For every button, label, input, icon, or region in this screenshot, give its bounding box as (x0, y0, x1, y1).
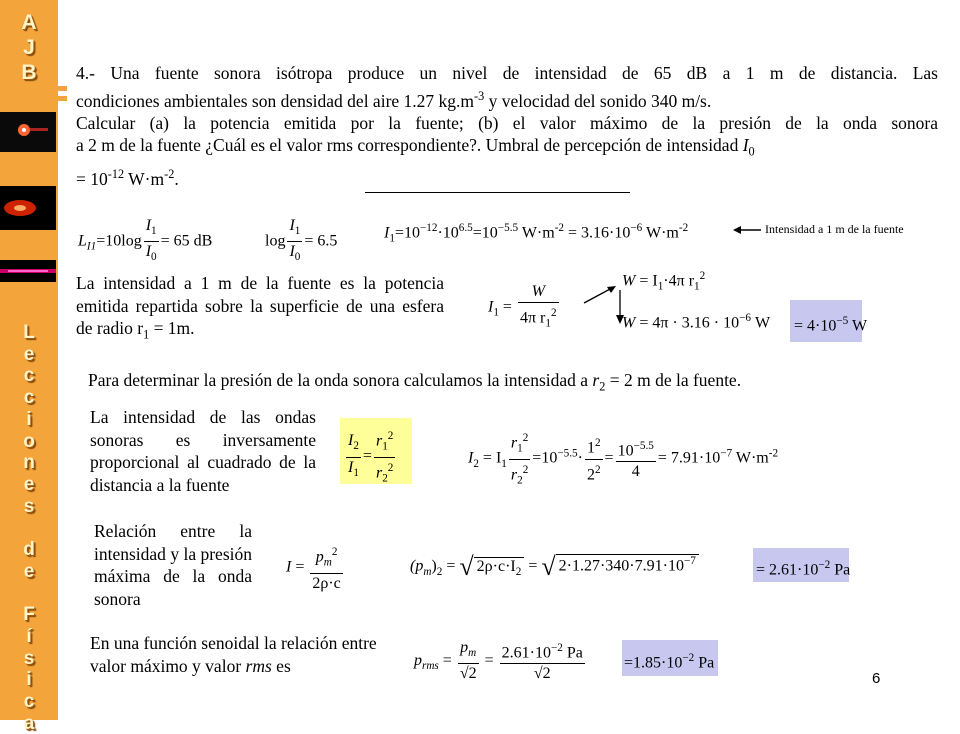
pressure-intro: Para determinar la presión de la onda sonora calculamos la intensidad a $r_2 = 2$ m de la fuente. (88, 370, 742, 394)
sidebar-letter: o (23, 430, 35, 452)
sidebar-letter (0, 582, 58, 604)
sidebar-letter: F (23, 604, 35, 626)
sidebar-letter: e (23, 560, 35, 582)
divider (365, 192, 630, 193)
power-explanation: La intensidad a 1 m de la fuente es la potencia emitida repartida sobre la superficie de una esfera de radio $r_1 = 1m$. (76, 273, 444, 342)
equation-intensity-pressure: I = $\frac{p_m^2}{2\rho\cdot c}$ (286, 542, 345, 594)
sidebar-letter: a (23, 712, 35, 734)
equation-intensity-level: $L_{I1}=10\log$ $\frac{I_1}{I_0}$ = 65 dB (78, 217, 213, 264)
sidebar-letter: c (23, 387, 35, 409)
equation-intensity-value: $I_1=10^{-12}\cdot 10^{6.5}=10^{-5.5}$ $W\cdot m^{-2} = 3.16\cdot 10^{-6}$ $W\cdot m^{-2}$ (384, 222, 689, 245)
sidebar-letter: B (21, 61, 37, 84)
sidebar-letter: e (23, 343, 35, 365)
equation-intensity-power: $I_1$ = $\frac{W}{4\pi r_1^2}$ (488, 283, 557, 330)
equation-log-ratio: log $\frac{I_1}{I_0}$ = 6.5 (265, 217, 338, 264)
sidebar-photo-laser (0, 112, 56, 152)
pressure-relation-explanation: Relación entre la intensidad y la presión máxima de la onda sonora (94, 521, 252, 609)
problem-line: Calcular (a) la potencia emitida por la fuente; (b) el valor máximo de la presión de la onda sonora (76, 112, 938, 133)
sidebar-letter: s (23, 647, 35, 669)
sidebar-letter: s (23, 495, 35, 517)
arrow-icon (582, 283, 618, 305)
sidebar-letter: n (23, 452, 35, 474)
sidebar-notch (58, 86, 67, 91)
equation-max-pressure: $(p_m)_2$ = √ $2\rho\cdot c\cdot I_2$ = √ $2\cdot 1.27\cdot 340\cdot 7.91\cdot 10^{-7}$ (410, 552, 699, 582)
problem-line: 4.- Una fuente sonora isótropa produce un nivel de intensidad de 65 dB a 1 m de distancia. Las (76, 63, 938, 83)
equation-intensity-2m: $I_2 = I_1$ $\frac{r_1^2}{r_2^2}$ $=10^{-5.5}\cdot$ $\frac{1^2}{2^2}$ = $\frac{10^{-5.5}}{4}$ = $7.91\cdot 10^{-7}$ $W\cdot m^{-2}$ (468, 428, 778, 490)
sidebar-letter: i (26, 669, 32, 691)
sidebar-photo-beam (0, 186, 56, 230)
arrow-left-icon (733, 224, 763, 236)
problem-line: condiciones ambientales son densidad del aire 1.27 $kg.m^{-3}$ y velocidad del sonido 340 m/s. (76, 88, 712, 111)
sidebar-letter: d (23, 539, 35, 561)
equation-rms: $p_{rms}$ = $\frac{p_m}{√2}$ = $\frac{2.61\cdot 10^{-2} Pa}{√2}$ (414, 639, 583, 683)
note-intensity-1m: Intensidad a 1 m de la fuente (765, 222, 904, 236)
result-power: = $4\cdot 10^{-5}$ W (790, 300, 862, 342)
sidebar-ajb-logo (0, 10, 58, 85)
equation-inverse-square: $\frac{I_2}{I_1}$ = $\frac{r_1^2}{r_2^2}$ (340, 418, 412, 484)
sidebar-letter: J (23, 36, 35, 59)
sidebar-letter: c (23, 365, 35, 387)
sidebar-letter: í (26, 625, 32, 647)
sidebar-letter: c (23, 690, 35, 712)
sidebar-lecciones-de-fisica (0, 322, 58, 734)
sidebar-notch (58, 96, 67, 101)
sidebar-letter: i (26, 408, 32, 430)
problem-line: = $10^{-12}$ $W\cdot m^{-2}$. (76, 167, 179, 190)
sidebar-letter: A (21, 11, 37, 34)
equation-power-2: $W = 4\pi \cdot 3.16 \cdot 10^{-6}$ W (622, 312, 771, 332)
page-number: 6 (872, 670, 881, 687)
inverse-square-explanation: La intensidad de las ondas sonoras es inversamente proporcional al cuadrado de la distancia a la fuente (90, 407, 316, 495)
sidebar-letter: L (23, 322, 35, 343)
problem-line: a 2 m de la fuente ¿Cuál es el valor rms correspondiente?. Umbral de percepción de intensidad $I_0$ (76, 135, 755, 159)
rms-explanation: En una función senoidal la relación entre valor máximo y valor rms es (90, 633, 377, 676)
sidebar-photo-spectrum (0, 260, 56, 282)
sidebar-letter: e (23, 473, 35, 495)
sidebar-letter (0, 517, 58, 539)
equation-power-1: $W = I_1\cdot 4\pi$ $r_1^2$ (622, 270, 706, 293)
result-max-pressure: = $2.61\cdot 10^{-2}$ Pa (753, 548, 849, 582)
problem-statement (76, 62, 938, 191)
result-rms-pressure: $=1.85\cdot 10^{-2}$ Pa (622, 640, 718, 676)
